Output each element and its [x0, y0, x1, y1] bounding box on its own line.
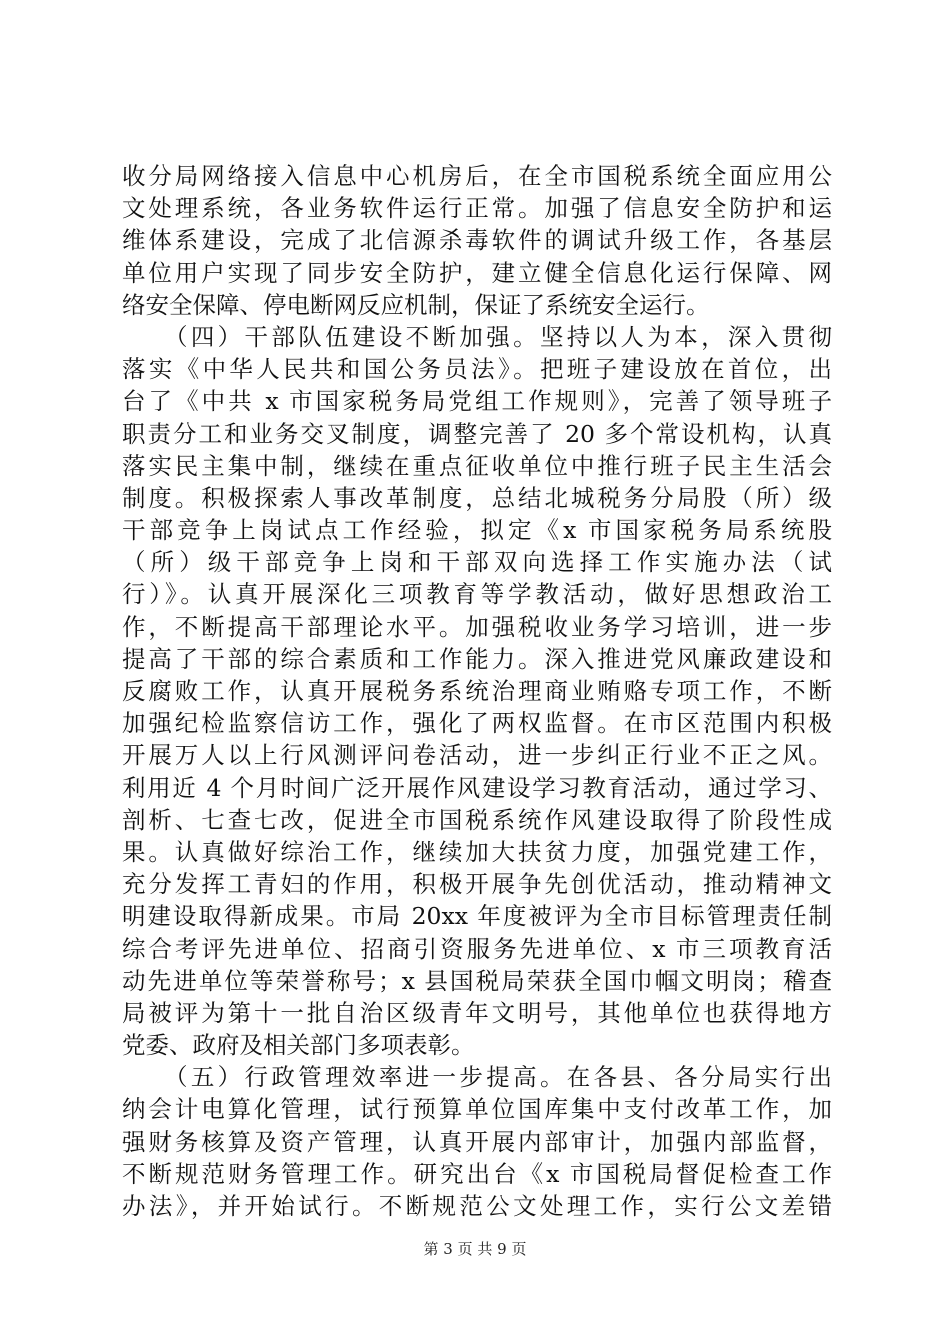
body-text-line: 纳会计电算化管理，试行预算单位国库集中支付改革工作，加: [122, 1095, 832, 1124]
body-text-line: 局被评为第十一批自治区级青年文明号，其他单位也获得地方: [122, 998, 832, 1027]
body-text-line: 干部竞争上岗试点工作经验，拟定《x 市国家税务局系统股: [122, 516, 832, 545]
body-text-line: 络安全保障、停电断网反应机制，保证了系统安全运行。: [122, 290, 710, 319]
body-text-line: 明建设取得新成果。市局 20xx 年度被评为全市目标管理责任制: [122, 902, 832, 931]
document-body: [122, 160, 832, 1222]
body-text-line: 利用近 4 个月时间广泛开展作风建设学习教育活动，通过学习、: [122, 773, 832, 802]
body-text-line: （所）级干部竞争上岗和干部双向选择工作实施办法（试: [122, 548, 832, 577]
body-text-line: 充分发挥工青妇的作用，积极开展争先创优活动，推动精神文: [122, 870, 832, 899]
body-text-line: 文处理系统，各业务软件运行正常。加强了信息安全防护和运: [122, 194, 832, 223]
body-text-line: 不断规范财务管理工作。研究出台《x 市国税局督促检查工作: [122, 1159, 832, 1188]
body-text-line: 落实《中华人民共和国公务员法》。把班子建设放在首位，出: [122, 355, 832, 384]
body-text-line: （四）干部队伍建设不断加强。坚持以人为本，深入贯彻: [122, 322, 832, 351]
body-text-line: 剖析、七查七改，促进全市国税系统作风建设取得了阶段性成: [122, 805, 832, 834]
body-text-line: （五）行政管理效率进一步提高。在各县、各分局实行出: [122, 1063, 832, 1092]
body-text-line: 作，不断提高干部理论水平。加强税收业务学习培训，进一步: [122, 612, 832, 641]
page-footer: 第 3 页 共 9 页: [423, 1240, 527, 1258]
body-text-line: 反腐败工作，认真开展税务系统治理商业贿赂专项工作，不断: [122, 677, 832, 705]
body-text-line: 职责分工和业务交叉制度，调整完善了 20 多个常设机构，认真: [122, 419, 832, 448]
body-text-line: 加强纪检监察信访工作，强化了两权监督。在市区范围内积极: [122, 709, 832, 738]
body-text-line: 办法》，并开始试行。不断规范公文处理工作，实行公文差错: [122, 1192, 832, 1220]
body-text-line: 收分局网络接入信息中心机房后，在全市国税系统全面应用公: [122, 162, 832, 190]
body-text-line: 强财务核算及资产管理，认真开展内部审计，加强内部监督，: [122, 1127, 832, 1156]
body-text-line: 单位用户实现了同步安全防护，建立健全信息化运行保障、网: [122, 258, 832, 287]
body-text-line: 动先进单位等荣誉称号；x 县国税局荣获全国巾帼文明岗；稽查: [122, 966, 832, 995]
body-text-line: 党委、政府及相关部门多项表彰。: [122, 1031, 475, 1060]
body-text-line: 台了《中共 x 市国家税务局党组工作规则》，完善了领导班子: [122, 387, 832, 416]
body-text-line: 行）》。认真开展深化三项教育等学教活动，做好思想政治工: [122, 580, 832, 609]
body-text-line: 落实民主集中制，继续在重点征收单位中推行班子民主生活会: [122, 451, 832, 480]
body-text-line: 果。认真做好综治工作，继续加大扶贫力度，加强党建工作，: [122, 837, 832, 866]
body-text-line: 制度。积极探索人事改革制度，总结北城税务分局股（所）级: [122, 483, 832, 512]
body-text-line: 提高了干部的综合素质和工作能力。深入推进党风廉政建设和: [122, 644, 832, 673]
body-text-line: 开展万人以上行风测评问卷活动，进一步纠正行业不正之风。: [122, 741, 832, 770]
body-text-line: 综合考评先进单位、招商引资服务先进单位、x 市三项教育活: [122, 934, 832, 963]
body-text-line: 维体系建设，完成了北信源杀毒软件的调试升级工作，各基层: [122, 226, 832, 255]
